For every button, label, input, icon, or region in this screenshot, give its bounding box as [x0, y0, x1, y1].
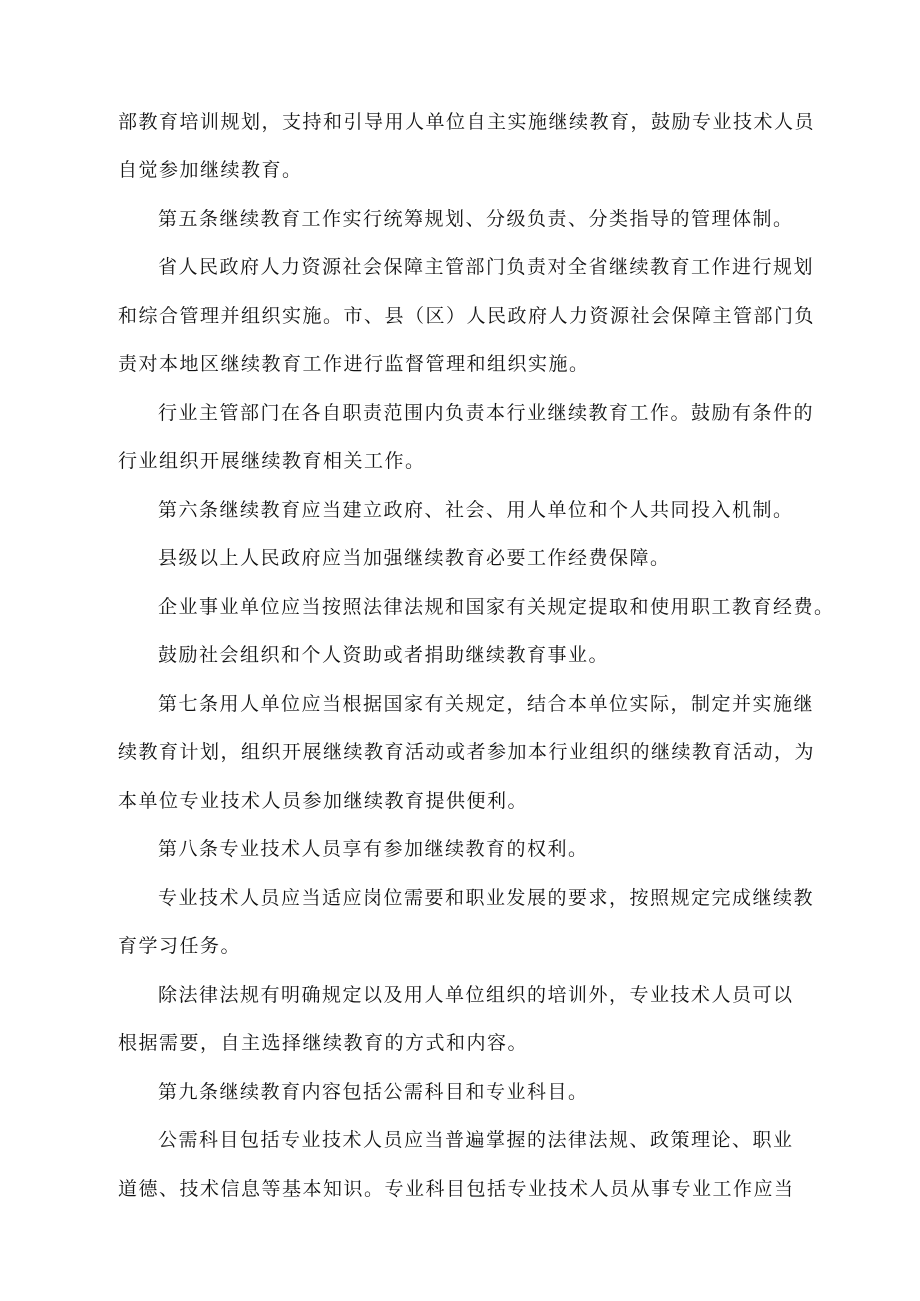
text-line: 企业事业单位应当按照法律法规和国家有关规定提取和使用职工教育经费。 — [158, 596, 835, 618]
text-line: 部教育培训规划，支持和引导用人单位自主实施继续教育，鼓励专业技术人员 — [118, 111, 816, 133]
text-line: 和综合管理并组织实施。市、县（区）人民政府人力资源社会保障主管部门负 — [118, 305, 816, 327]
text-line: 第八条专业技术人员享有参加继续教育的权利。 — [158, 838, 589, 860]
text-line: 行业组织开展继续教育相关工作。 — [118, 450, 426, 472]
text-line: 育学习任务。 — [118, 935, 242, 957]
text-line: 第七条用人单位应当根据国家有关规定，结合本单位实际，制定并实施继 — [158, 693, 815, 715]
text-line: 公需科目包括专业技术人员应当普遍掌握的法律法规、政策理论、职业 — [158, 1129, 794, 1151]
text-line: 自觉参加继续教育。 — [118, 159, 303, 181]
text-line: 第六条继续教育应当建立政府、社会、用人单位和个人共同投入机制。 — [158, 499, 794, 521]
text-line: 责对本地区继续教育工作进行监督管理和组织实施。 — [118, 353, 590, 375]
text-line: 行业主管部门在各自职责范围内负责本行业继续教育工作。鼓励有条件的 — [158, 402, 815, 424]
text-line: 第九条继续教育内容包括公需科目和专业科目。 — [158, 1081, 589, 1103]
text-line: 县级以上人民政府应当加强继续教育必要工作经费保障。 — [158, 547, 671, 569]
text-line: 本单位专业技术人员参加继续教育提供便利。 — [118, 790, 529, 812]
text-line: 省人民政府人力资源社会保障主管部门负责对全省继续教育工作进行规划 — [158, 256, 815, 278]
text-line: 道德、技术信息等基本知识。专业科目包括专业技术人员从事专业工作应当 — [118, 1178, 795, 1200]
text-line: 根据需要，自主选择继续教育的方式和内容。 — [118, 1032, 529, 1054]
text-line: 除法律法规有明确规定以及用人单位组织的培训外，专业技术人员可以 — [158, 984, 794, 1006]
text-line: 鼓励社会组织和个人资助或者捐助继续教育事业。 — [158, 644, 610, 666]
text-line: 第五条继续教育工作实行统筹规划、分级负责、分类指导的管理体制。 — [158, 208, 794, 230]
text-line: 续教育计划，组织开展继续教育活动或者参加本行业组织的继续教育活动，为 — [118, 741, 816, 763]
text-line: 专业技术人员应当适应岗位需要和职业发展的要求，按照规定完成继续教 — [158, 887, 815, 909]
